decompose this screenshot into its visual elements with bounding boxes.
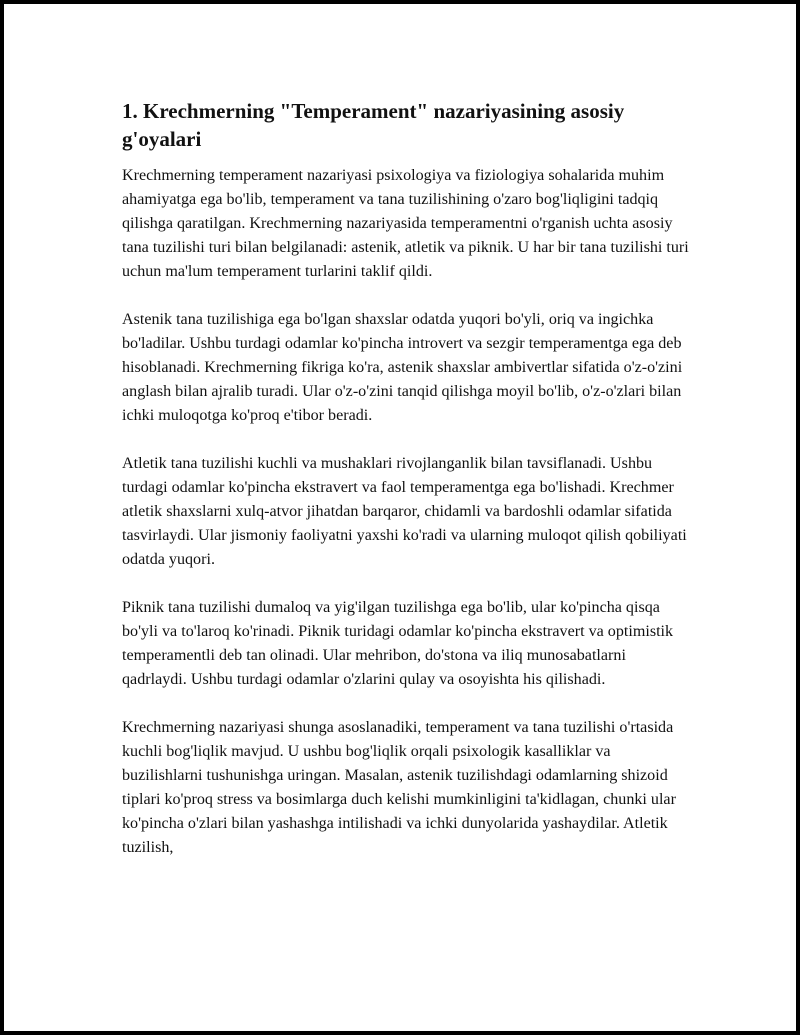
paragraph-intro: Krechmerning temperament nazariyasi psixologiya va fiziologiya sohalarida muhim ahamiyatga ega bo'lib, temperament va tana tuzilishining o'zaro bog'liqligini tadqiq qilishga qaratilgan. Krechmerning nazariyasida temperamentni o'rganish uchta asosiy tana tuzilishi turi bilan belgilanadi: astenik, atletik va piknik. U har bir tana tuzilishi turi uchun ma'lum temperament turlarini taklif qildi. <box>122 167 689 280</box>
document-body <box>122 97 694 884</box>
paragraph-conclusion: Krechmerning nazariyasi shunga asoslanadiki, temperament va tana tuzilishi o'rtasida kuchli bog'liqlik mavjud. U ushbu bog'liqlik orqali psixologik kasalliklar va buzilishlarni tushunishga uringan. Masalan, astenik tuzilishdagi odamlarning shizoid tiplari ko'proq stress va bosimlarga duch kelishi mumkinligini ta'kidlagan, chunki ular ko'pincha o'zlari bilan yashashga intilishadi va ichki dunyolarida yashaydilar. Atletik tuzilish, <box>122 719 676 856</box>
paragraph-astenik: Astenik tana tuzilishiga ega bo'lgan shaxslar odatda yuqori bo'yli, oriq va ingichka bo'ladilar. Ushbu turdagi odamlar ko'pincha introvert va sezgir temperamentga ega deb hisoblanadi. Krechmerning fikriga ko'ra, astenik shaxslar ambivertlar sifatida o'z-o'zini anglash bilan ajralib turadi. Ular o'z-o'zini tanqid qilishga moyil bo'lib, o'z-o'zlari bilan ichki muloqotga ko'proq e'tibor beradi. <box>122 311 683 424</box>
paragraph-piknik: Piknik tana tuzilishi dumaloq va yig'ilgan tuzilishga ega bo'lib, ular ko'pincha qisqa bo'yli va to'laroq ko'rinadi. Piknik turidagi odamlar ko'pincha ekstravert va optimistik temperamentli deb tan olinadi. Ular mehribon, do'stona va iliq munosabatlarni qadrlaydi. Ushbu turdagi odamlar o'zlarini qulay va osoyishta his qilishadi. <box>122 599 674 688</box>
paragraph-atletik: Atletik tana tuzilishi kuchli va mushaklari rivojlanganlik bilan tavsiflanadi. Ushbu turdagi odamlar ko'pincha ekstravert va faol temperamentga ega bo'lishadi. Krechmer atletik shaxslarni xulq-atvor jihatdan barqaror, chidamli va bardoshli odamlar sifatida tasvirlaydi. Ular jismoniy faoliyatni yaxshi ko'radi va ularning muloqot qilish qobiliyati odatda yuqori. <box>122 455 687 568</box>
section-heading: 1. Krechmerning "Temperament" nazariyasining asosiy g'oyalari <box>122 99 625 151</box>
